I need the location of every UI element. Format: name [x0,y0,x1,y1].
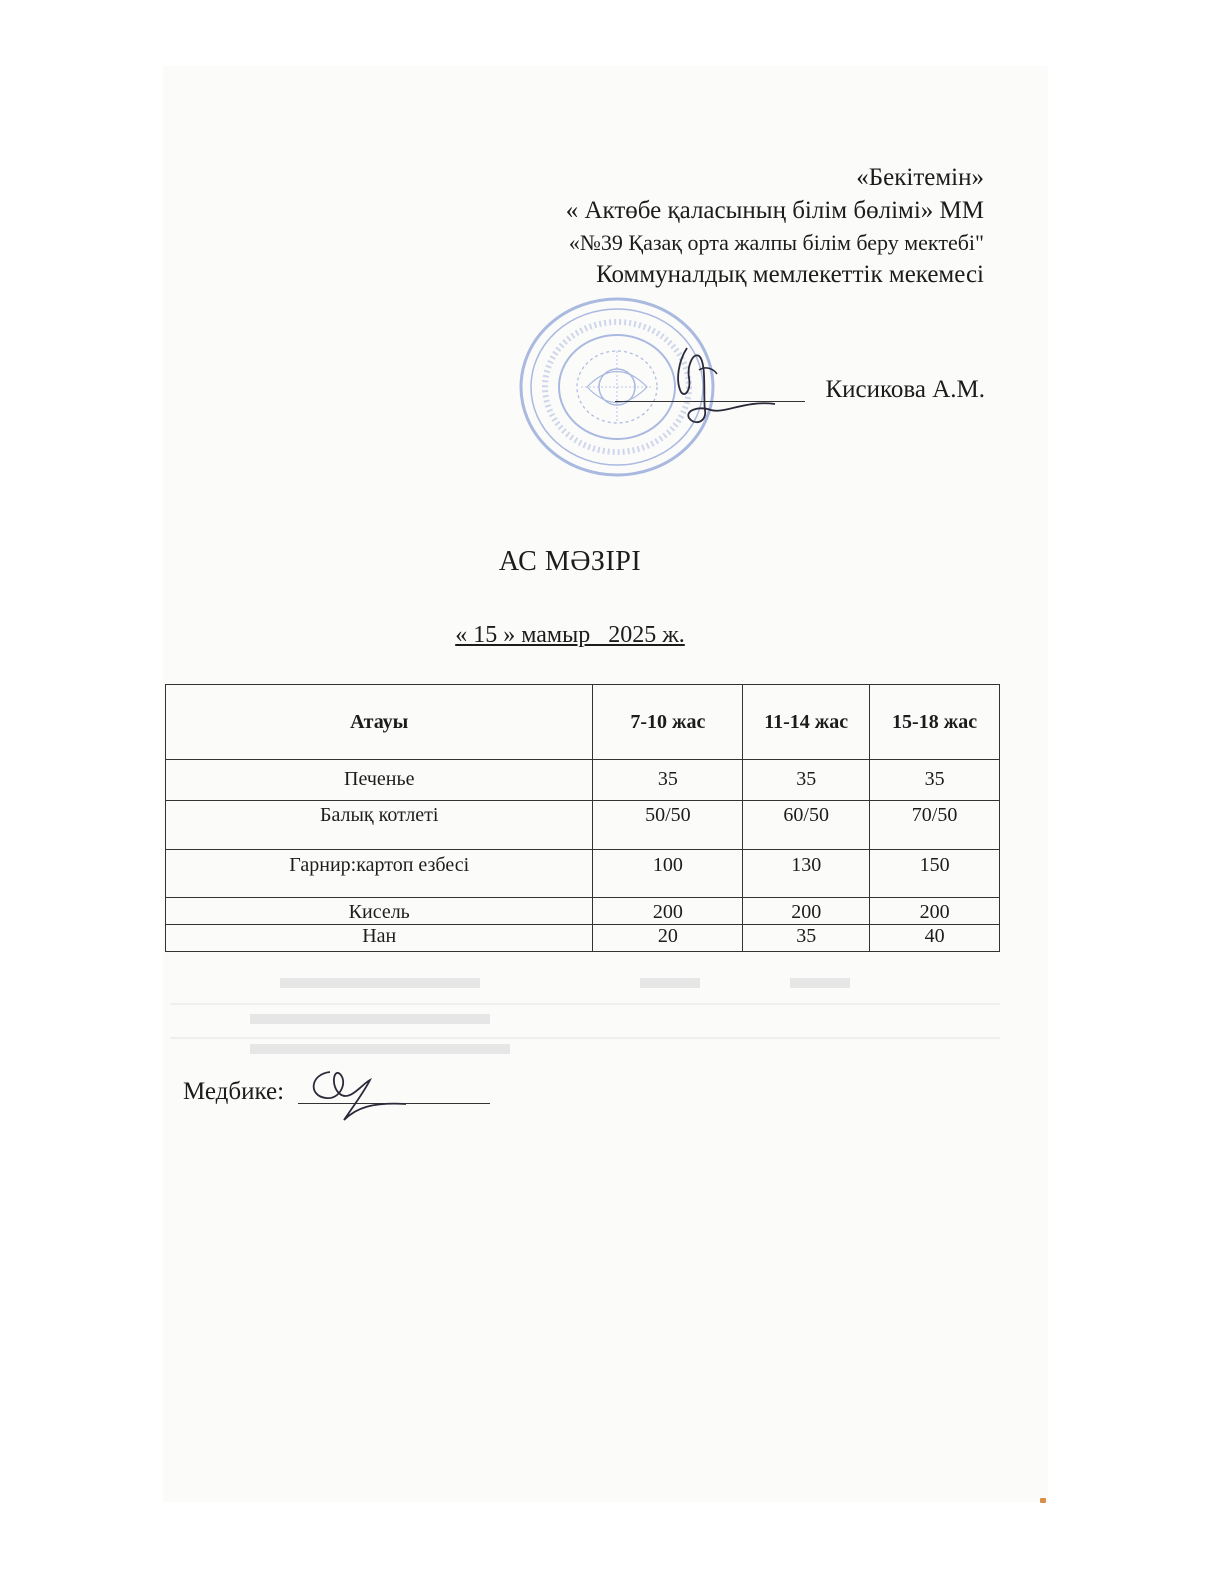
portion-15-18: 150 [870,850,1000,898]
table-header-row [166,685,1000,760]
menu-title: АС МӘЗІРІ [498,546,642,577]
menu-table [165,684,1000,952]
nurse-signature-icon [300,1062,410,1124]
portion-11-14: 35 [743,760,870,801]
header-age-7-10: 7-10 жас [593,685,743,760]
table-row [166,925,1000,952]
dish-name: Гарнир:картоп езбесі [166,850,593,898]
dish-name: Кисель [166,898,593,925]
portion-15-18: 70/50 [870,801,1000,850]
table-row [166,801,1000,850]
director-name: Кисикова А.М. [825,376,985,403]
paper-speck [1040,1498,1046,1503]
portion-15-18: 40 [870,925,1000,952]
portion-11-14: 200 [743,898,870,925]
header-age-11-14: 11-14 жас [743,685,870,760]
table-row [166,850,1000,898]
dish-name: Нан [166,925,593,952]
header-name: Атауы [166,685,593,760]
portion-7-10: 200 [593,898,743,925]
portion-15-18: 200 [870,898,1000,925]
menu-date-text: « 15 » мамыр 2025 ж. [455,622,685,648]
portion-11-14: 35 [743,925,870,952]
approval-department: « Актөбе қаласының білім бөлімі» ММ [565,197,984,224]
menu-date [0,622,1140,649]
table-row [166,898,1000,925]
portion-11-14: 60/50 [743,801,870,850]
approval-block [424,162,984,292]
nurse-label: Медбике: [183,1078,285,1105]
show-through-marks [170,960,1000,1080]
portion-11-14: 130 [743,850,870,898]
portion-15-18: 35 [870,760,1000,801]
director-signature-icon [655,340,785,430]
portion-7-10: 50/50 [593,801,743,850]
approval-title: «Бекітемін» [856,164,984,191]
portion-7-10: 20 [593,925,743,952]
table-row [166,760,1000,801]
approval-school: «№39 Қазақ орта жалпы білім беру мектебі" [568,230,984,255]
portion-7-10: 35 [593,760,743,801]
dish-name: Балық котлеті [166,801,593,850]
approval-institution: Коммуналдық мемлекеттік мекемесі [596,261,984,288]
portion-7-10: 100 [593,850,743,898]
dish-name: Печенье [166,760,593,801]
header-age-15-18: 15-18 жас [870,685,1000,760]
